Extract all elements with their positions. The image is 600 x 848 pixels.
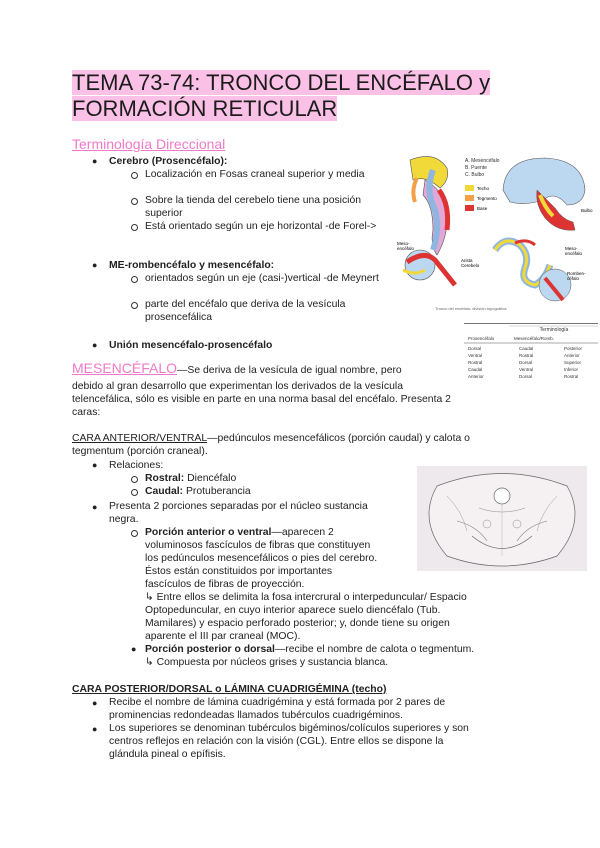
- anterior-text2: tegmentum (porción craneal).: [72, 446, 208, 457]
- table-cell: Rostral: [519, 353, 534, 358]
- table-header: Mesencéfalo/Romb.: [514, 336, 555, 341]
- portions-line2: negra.: [109, 514, 139, 525]
- bullet-circle: [131, 489, 138, 496]
- svg-text:Base: Base: [477, 206, 488, 211]
- mesencefalo-intro: MESENCÉFALO—Se deriva de la vesícula de igual nombre, pero: [72, 360, 402, 376]
- bullet: ●: [92, 724, 98, 734]
- posterior-heading: CARA POSTERIOR/DORSAL o LÁMINA CUADRIGÉMINA (techo): [72, 684, 387, 695]
- table-cell: Rostral: [564, 374, 579, 379]
- svg-text:Romben-: Romben-: [567, 271, 586, 276]
- portions-line1: Presenta 2 porciones separadas por el núcleo sustancia: [109, 501, 368, 512]
- anterior-portion-line4: Éstos están constituidos por importantes: [145, 566, 333, 577]
- svg-text:encéfalo: encéfalo: [397, 246, 415, 251]
- anterior-portion-line3: los pedúnculos mesencefálicos o pies del cerebro.: [145, 553, 378, 564]
- table-header: Prosencéfalo: [468, 336, 495, 341]
- posterior-b2-line3: glándula pineal o epífisis.: [109, 749, 226, 760]
- caudal-line: Caudal: Protuberancia: [145, 486, 251, 497]
- bullet-circle: [131, 530, 138, 537]
- mesencefalo-line2: debido al gran desarrollo que experimentan los derivados de la vesícula: [72, 381, 403, 392]
- posterior-portion-line1: Porción posterior o dorsal—recibe el nombre de calota o tegmentum.: [145, 644, 475, 655]
- table-cell: Caudal: [468, 367, 483, 372]
- posterior-b1-line1: Recibe el nombre de lámina cuadrigémina y está formada por 2 pares de: [109, 697, 446, 708]
- midbrain-section-figure: [417, 466, 587, 571]
- table-cell: Ventral: [468, 353, 483, 358]
- table-cell: Superior: [564, 360, 582, 365]
- bullet-circle: [131, 302, 138, 309]
- anterior-portion-line8: Mamilares) y espacio perforado posterior; y, donde tiene su origen: [145, 618, 450, 629]
- table-cell: Dorsal: [519, 360, 533, 365]
- table-cell: Posterior: [564, 346, 583, 351]
- mesencefalo-line4: caras:: [72, 407, 101, 418]
- table-cell: Caudal: [519, 346, 534, 351]
- terminology-b1-s2: Sobre la tienda del cerebelo tiene una posición superior: [145, 195, 362, 219]
- posterior-portion-line2: ↳ Compuesta por núcleos grises y sustancia blanca.: [145, 657, 389, 668]
- rostral-line: Rostral: Diencéfalo: [145, 473, 237, 484]
- anterior-portion-line1: Porción anterior o ventral—aparecen 2: [145, 527, 334, 538]
- anterior-portion-line2: voluminosos fascículos de fibras que constituyen: [145, 540, 371, 551]
- table-cell: Anterior: [564, 353, 580, 358]
- anterior-portion-line6: ↳ Entre ellos se delimita la fosa intercrural o interpeduncular/ Espacio: [145, 592, 467, 603]
- bullet: ●: [92, 502, 98, 512]
- svg-text:Meso-: Meso-: [397, 241, 410, 246]
- terminology-heading: Terminología Direccional: [72, 136, 226, 152]
- terminology-b1-s3: Está orientado según un eje horizontal -de Forel->: [145, 221, 377, 232]
- bullet-circle: [131, 476, 138, 483]
- bullet: ●: [92, 698, 98, 708]
- svg-text:Cerebelo: Cerebelo: [461, 263, 480, 268]
- svg-text:Bulbo: Bulbo: [581, 208, 593, 213]
- bullet-circle: [131, 198, 138, 205]
- bullet-circle: [131, 276, 138, 283]
- anterior-portion-line9: aparente el III par craneal (MOC).: [145, 631, 301, 642]
- page-title: TEMA 73-74: TRONCO DEL ENCÉFALO y FORMACIÓN RETICULAR: [72, 70, 491, 121]
- anterior-portion-line7: Optopeduncular, en cuyo interior aparece suelo diencéfalo (Tub.: [145, 605, 441, 616]
- terminology-b3: Unión mesencéfalo-prosencéfalo: [109, 340, 273, 351]
- terminology-b2: ME-rombencéfalo y mesencéfalo:: [109, 260, 275, 271]
- table-title: Terminología: [539, 327, 569, 333]
- anterior-heading: CARA ANTERIOR/VENTRAL: [72, 433, 208, 444]
- terminology-b2-s2: parte del encéfalo que deriva de la vesícula prosencefálica: [145, 299, 346, 323]
- table-cell: Rostral: [468, 360, 483, 365]
- bullet-circle: [131, 224, 138, 231]
- table-cell: Dorsal: [468, 346, 482, 351]
- bullet: ●: [92, 460, 98, 470]
- svg-text:Techo: Techo: [477, 186, 490, 191]
- relations-label: Relaciones:: [109, 460, 164, 471]
- bullet: ●: [92, 156, 98, 166]
- svg-text:B. Puente: B. Puente: [465, 165, 487, 171]
- table-cell: Inferior: [564, 367, 579, 372]
- terminology-b2-s1: orientados según un eje (casi-)vertical -de Meynert: [145, 273, 379, 284]
- terminology-b1-s1: Localización en Fosas craneal superior y media: [145, 169, 365, 180]
- posterior-b2-line1: Los superiores se denominan tubérculos bigéminos/colículos superiores y son: [109, 723, 469, 734]
- bullet: ●: [92, 340, 98, 350]
- posterior-b1-line2: prominencias redondeadas llamados tubérculos cuadrigéminos.: [109, 710, 403, 721]
- svg-text:Tronco del encéfalo: división: Tronco del encéfalo: división topográfica: [435, 306, 507, 311]
- bullet-circle: [131, 172, 138, 179]
- svg-text:Arista: Arista: [461, 258, 473, 263]
- posterior-b2-line2: centros reflejos en relación con la visión (CGL). Entre ellos se dispone la: [109, 736, 444, 747]
- anterior-portion-line5: fascículos de fibras de proyección.: [145, 579, 305, 590]
- brainstem-division-figure: [395, 150, 595, 315]
- bullet: ●: [131, 644, 137, 654]
- svg-text:céfalo: céfalo: [567, 276, 580, 281]
- terminology-b1: Cerebro (Prosencéfalo):: [109, 156, 228, 167]
- mesencefalo-line3: telencefálica, sólo es visible en parte en una norma basal del encéfalo. Presenta 2: [72, 394, 451, 405]
- table-cell: Dorsal: [519, 374, 533, 379]
- mesencefalo-word: MESENCÉFALO: [72, 360, 178, 376]
- svg-text:C. Bulbo: C. Bulbo: [465, 172, 485, 178]
- table-cell: Ventral: [519, 367, 534, 372]
- svg-text:Tegmento: Tegmento: [477, 196, 497, 201]
- anterior-heading-line: CARA ANTERIOR/VENTRAL—pedúnculos mesencefálicos (porción caudal) y calota o: [72, 433, 470, 444]
- svg-text:A. Mesencéfalo: A. Mesencéfalo: [465, 158, 500, 164]
- bullet: ●: [92, 260, 98, 270]
- svg-text:encéfalo: encéfalo: [565, 251, 583, 256]
- table-cell: Anterior: [468, 374, 484, 379]
- svg-text:Meso-: Meso-: [565, 246, 578, 251]
